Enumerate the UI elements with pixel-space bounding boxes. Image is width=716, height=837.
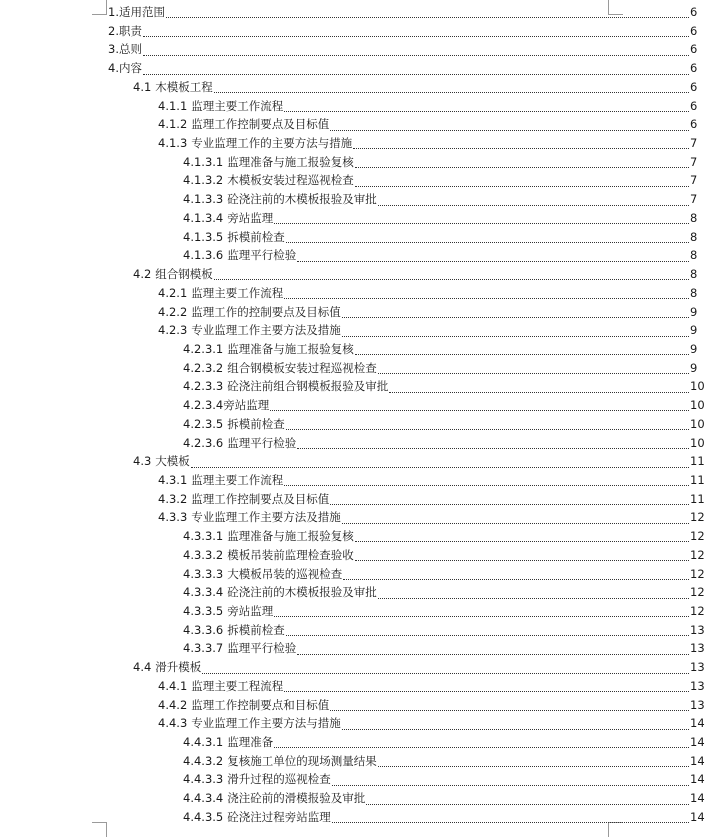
toc-entry-title: 木模板安装过程巡视检查	[227, 173, 354, 188]
toc-entry-number: 4.3.1	[158, 472, 188, 487]
toc-dot-leader	[378, 597, 689, 599]
toc-entry-number: 4.4.2	[158, 697, 188, 712]
toc-entry-page-number: 10	[690, 398, 705, 413]
toc-entry[interactable]	[0, 246, 716, 265]
toc-entry-page-number: 12	[690, 566, 705, 581]
toc-entry-number: 1.	[108, 5, 119, 19]
toc-entry-number: 4.2.3.4	[183, 398, 224, 413]
toc-entry-number: 4.2.3.5	[183, 416, 224, 431]
toc-entry[interactable]	[0, 434, 716, 453]
toc-entry[interactable]	[0, 583, 716, 602]
toc-entry-title: 专业监理工作主要方法及措施	[191, 323, 341, 338]
toc-entry-number: 4.3.3.7	[183, 641, 224, 656]
toc-entry-title: 大模板吊装的巡视检查	[227, 566, 343, 581]
toc-dot-leader	[286, 241, 689, 243]
toc-entry-number: 3.	[108, 42, 119, 57]
toc-dot-leader	[330, 129, 689, 131]
toc-entry[interactable]	[0, 3, 716, 22]
toc-entry-page-number: 7	[690, 136, 698, 151]
toc-entry-page-number: 6	[690, 98, 698, 113]
toc-entry[interactable]	[0, 658, 716, 677]
toc-entry[interactable]	[0, 303, 716, 322]
toc-dot-leader	[332, 821, 689, 823]
toc-entry-number: 4.4.3.3	[183, 772, 224, 787]
toc-entry-page-number: 6	[690, 42, 698, 57]
toc-entry-number: 4.3.3.1	[183, 529, 224, 544]
toc-entry-title: 监理工作控制要点及目标值	[191, 491, 330, 506]
toc-entry[interactable]	[0, 321, 716, 340]
toc-entry-page-number: 11	[690, 491, 705, 506]
toc-entry-page-number: 14	[690, 791, 705, 806]
toc-dot-leader	[214, 91, 689, 93]
toc-dot-leader	[332, 784, 689, 786]
toc-entry-page-number: 13	[690, 678, 705, 693]
toc-entry-title: 监理平行检验	[227, 248, 297, 263]
toc-entry[interactable]	[0, 171, 716, 190]
toc-dot-leader	[353, 147, 689, 149]
toc-dot-leader	[355, 559, 689, 561]
toc-entry-page-number: 14	[690, 772, 705, 787]
toc-entry-page-number: 6	[690, 79, 698, 94]
toc-entry-page-number: 11	[690, 472, 705, 487]
toc-entry[interactable]	[0, 696, 716, 715]
toc-entry-number: 4.2.3.2	[183, 360, 224, 375]
toc-dot-leader	[378, 372, 689, 374]
toc-entry[interactable]	[0, 452, 716, 471]
toc-entry-page-number: 7	[690, 173, 698, 188]
toc-entry-number: 4.2.3.3	[183, 379, 224, 394]
toc-entry-title: 专业监理工作主要方法与措施	[191, 716, 341, 731]
toc-entry-title: 专业监理工作主要方法及措施	[191, 510, 341, 525]
toc-entry-title: 监理主要工作流程	[191, 472, 284, 487]
toc-entry-number: 4.2.3.1	[183, 341, 224, 356]
toc-dot-leader	[284, 297, 689, 299]
toc-entry[interactable]	[0, 377, 716, 396]
toc-entry-number: 4.3.3.2	[183, 547, 224, 562]
toc-dot-leader	[378, 765, 689, 767]
toc-entry-title: 监理工作控制要点及目标值	[191, 117, 330, 132]
toc-entry-title: 监理准备	[227, 735, 274, 750]
toc-entry[interactable]	[0, 284, 716, 303]
toc-entry-number: 4.4.3	[158, 716, 188, 731]
toc-entry[interactable]	[0, 40, 716, 59]
toc-entry-page-number: 6	[690, 117, 698, 132]
toc-dot-leader	[378, 204, 689, 206]
toc-entry-title: 砼浇注前的木模板报验及审批	[227, 585, 377, 600]
toc-entry-title: 监理准备与施工报验复核	[227, 154, 354, 169]
toc-dot-leader	[143, 35, 689, 37]
toc-entry-title: 浇注砼前的滑模报验及审批	[227, 791, 366, 806]
toc-entry-title: 监理准备与施工报验复核	[227, 529, 354, 544]
toc-entry-page-number: 6	[690, 23, 698, 38]
toc-dot-leader	[191, 466, 689, 468]
toc-entry-page-number: 6	[690, 5, 698, 19]
toc-entry-number: 4.1.2	[158, 117, 188, 132]
table-of-contents	[0, 3, 716, 827]
toc-entry-number: 4.	[108, 61, 119, 76]
toc-entry-page-number: 14	[690, 735, 705, 750]
toc-dot-leader	[274, 746, 689, 748]
toc-entry-title: 监理主要工作流程	[191, 98, 284, 113]
toc-entry-page-number: 8	[690, 285, 698, 300]
toc-entry-page-number: 8	[690, 210, 698, 225]
toc-entry-title: 滑升模板	[155, 660, 202, 675]
toc-entry[interactable]	[0, 546, 716, 565]
toc-entry-page-number: 13	[690, 660, 705, 675]
toc-entry-number: 4.4.3.5	[183, 809, 224, 824]
toc-entry[interactable]	[0, 677, 716, 696]
toc-entry[interactable]	[0, 471, 716, 490]
toc-entry-page-number: 13	[690, 622, 705, 637]
toc-entry-title: 拆模前检查	[227, 622, 285, 637]
toc-entry[interactable]	[0, 115, 716, 134]
toc-entry-number: 4.3.3.5	[183, 604, 224, 618]
toc-entry-page-number: 10	[690, 435, 705, 450]
toc-entry[interactable]	[0, 714, 716, 733]
toc-entry-number: 4.2.3	[158, 323, 188, 338]
toc-entry-title: 模板吊装前监理检查验收	[227, 547, 354, 562]
toc-entry-title: 砼浇注前的木模板报验及审批	[227, 192, 377, 207]
toc-entry[interactable]	[0, 359, 716, 378]
toc-entry-number: 4.4.3.1	[183, 735, 224, 750]
toc-entry[interactable]	[0, 59, 716, 78]
toc-entry-page-number: 14	[690, 753, 705, 768]
toc-entry-page-number: 10	[690, 379, 705, 394]
toc-entry[interactable]	[0, 565, 716, 584]
toc-entry-page-number: 12	[690, 529, 705, 544]
toc-dot-leader	[274, 222, 689, 224]
toc-dot-leader	[355, 540, 689, 542]
toc-dot-leader	[342, 522, 689, 524]
toc-entry-title: 滑升过程的巡视检查	[227, 772, 331, 787]
toc-dot-leader	[355, 353, 689, 355]
toc-entry-title: 旁站监理	[227, 604, 274, 618]
toc-entry-number: 4.1.1	[158, 98, 188, 113]
toc-dot-leader	[286, 634, 689, 636]
toc-entry[interactable]	[0, 396, 716, 415]
toc-entry-title: 监理平行检验	[227, 435, 297, 450]
toc-dot-leader	[143, 54, 689, 56]
toc-dot-leader	[297, 447, 689, 449]
toc-dot-leader	[297, 653, 689, 655]
toc-entry-number: 4.1.3.4	[183, 210, 224, 225]
toc-entry-number: 4.1.3.3	[183, 192, 224, 207]
toc-entry-title: 专业监理工作的主要方法与措施	[191, 136, 353, 151]
toc-entry-page-number: 8	[690, 267, 698, 282]
toc-entry-number: 4.3.3	[158, 510, 188, 525]
toc-entry-number: 4.4.1	[158, 678, 188, 693]
toc-dot-leader	[286, 428, 689, 430]
toc-entry-title: 砼浇注过程旁站监理	[227, 809, 331, 824]
toc-dot-leader	[143, 73, 689, 75]
toc-entry[interactable]	[0, 527, 716, 546]
toc-dot-leader	[355, 166, 689, 168]
toc-entry-page-number: 9	[690, 304, 698, 319]
toc-entry-number: 4.3.3.4	[183, 585, 224, 600]
toc-entry[interactable]	[0, 97, 716, 116]
toc-entry-page-number: 7	[690, 192, 698, 207]
toc-entry-title: 旁站监理	[223, 398, 270, 413]
toc-entry[interactable]	[0, 752, 716, 771]
toc-entry-page-number: 12	[690, 604, 705, 618]
toc-entry-page-number: 14	[690, 809, 705, 824]
toc-dot-leader	[342, 316, 689, 318]
toc-dot-leader	[284, 110, 689, 112]
toc-entry-page-number: 12	[690, 510, 705, 525]
toc-dot-leader	[270, 409, 689, 411]
toc-entry[interactable]	[0, 228, 716, 247]
toc-entry[interactable]	[0, 733, 716, 752]
toc-entry-title: 监理准备与施工报验复核	[227, 341, 354, 356]
toc-entry-page-number: 10	[690, 416, 705, 431]
toc-dot-leader	[330, 709, 689, 711]
toc-entry-title: 监理主要工程流程	[191, 678, 284, 693]
toc-entry-title: 大模板	[155, 454, 190, 469]
toc-entry-number: 2.	[108, 23, 119, 38]
toc-entry-number: 4.3.3.3	[183, 566, 224, 581]
toc-entry-page-number: 9	[690, 360, 698, 375]
toc-entry-page-number: 9	[690, 323, 698, 338]
toc-entry-page-number: 12	[690, 547, 705, 562]
toc-entry-page-number: 6	[690, 61, 698, 76]
toc-entry-title: 组合钢模板安装过程巡视检查	[227, 360, 377, 375]
toc-entry-number: 4.2.3.6	[183, 435, 224, 450]
toc-entry-page-number: 11	[690, 454, 705, 469]
toc-entry[interactable]	[0, 22, 716, 41]
toc-entry-title: 拆模前检查	[227, 229, 285, 244]
toc-entry-number: 4.3.2	[158, 491, 188, 506]
toc-dot-leader	[355, 185, 689, 187]
toc-entry-page-number: 13	[690, 641, 705, 656]
toc-entry-number: 4.4.3.4	[183, 791, 224, 806]
toc-entry[interactable]	[0, 621, 716, 640]
toc-dot-leader	[284, 690, 689, 692]
toc-entry-title: 组合钢模板	[155, 267, 213, 282]
toc-dot-leader	[202, 672, 689, 674]
toc-dot-leader	[342, 728, 689, 730]
toc-entry-number: 4.1.3.6	[183, 248, 224, 263]
toc-entry-number: 4.1.3.1	[183, 154, 224, 169]
toc-entry[interactable]	[0, 639, 716, 658]
toc-entry-number: 4.4.3.2	[183, 753, 224, 768]
toc-entry-title: 监理主要工作流程	[191, 285, 284, 300]
toc-entry[interactable]	[0, 808, 716, 827]
toc-entry-title: 内容	[118, 61, 142, 76]
toc-entry-page-number: 7	[690, 154, 698, 169]
toc-entry[interactable]	[0, 602, 716, 621]
toc-entry-page-number: 8	[690, 248, 698, 263]
toc-entry-page-number: 13	[690, 697, 705, 712]
toc-dot-leader	[366, 803, 689, 805]
toc-entry[interactable]	[0, 415, 716, 434]
toc-entry-number: 4.1	[133, 79, 152, 94]
toc-entry-title: 复核施工单位的现场测量结果	[227, 753, 377, 768]
toc-entry-number: 4.1.3.5	[183, 229, 224, 244]
toc-dot-leader	[166, 16, 689, 18]
toc-entry[interactable]	[0, 340, 716, 359]
toc-entry-page-number: 9	[690, 341, 698, 356]
toc-dot-leader	[343, 578, 689, 580]
toc-entry[interactable]	[0, 508, 716, 527]
toc-dot-leader	[389, 391, 689, 393]
toc-entry-page-number: 12	[690, 585, 705, 600]
toc-entry-title: 适用范围	[118, 5, 165, 19]
toc-entry[interactable]	[0, 190, 716, 209]
toc-entry[interactable]	[0, 78, 716, 97]
toc-entry-page-number: 14	[690, 716, 705, 731]
toc-dot-leader	[297, 260, 689, 262]
toc-dot-leader	[274, 615, 689, 617]
toc-entry-number: 4.3	[133, 454, 152, 469]
toc-entry-title: 监理工作控制要点和目标值	[191, 697, 330, 712]
toc-entry-title: 砼浇注前组合钢模板报验及审批	[227, 379, 389, 394]
toc-entry-page-number: 8	[690, 229, 698, 244]
toc-entry-title: 木模板工程	[155, 79, 213, 94]
toc-entry-title: 拆模前检查	[227, 416, 285, 431]
toc-entry-number: 4.2	[133, 267, 152, 282]
toc-entry-title: 监理平行检验	[227, 641, 297, 656]
toc-dot-leader	[214, 278, 689, 280]
toc-entry[interactable]	[0, 789, 716, 808]
toc-entry-title: 总则	[118, 42, 142, 57]
toc-entry-title: 旁站监理	[227, 210, 274, 225]
toc-entry-number: 4.2.2	[158, 304, 188, 319]
toc-dot-leader	[284, 484, 689, 486]
toc-dot-leader	[342, 335, 689, 337]
toc-entry[interactable]	[0, 770, 716, 789]
toc-entry[interactable]	[0, 153, 716, 172]
toc-entry-number: 4.3.3.6	[183, 622, 224, 637]
toc-entry-number: 4.1.3.2	[183, 173, 224, 188]
toc-entry[interactable]	[0, 209, 716, 228]
toc-entry-number: 4.2.1	[158, 285, 188, 300]
toc-entry[interactable]	[0, 265, 716, 284]
toc-entry-number: 4.4	[133, 660, 152, 675]
toc-dot-leader	[330, 503, 689, 505]
toc-entry-title: 监理工作的控制要点及目标值	[191, 304, 341, 319]
toc-entry-number: 4.1.3	[158, 136, 188, 151]
toc-entry[interactable]	[0, 134, 716, 153]
toc-entry-title: 职责	[118, 23, 142, 38]
toc-entry[interactable]	[0, 490, 716, 509]
